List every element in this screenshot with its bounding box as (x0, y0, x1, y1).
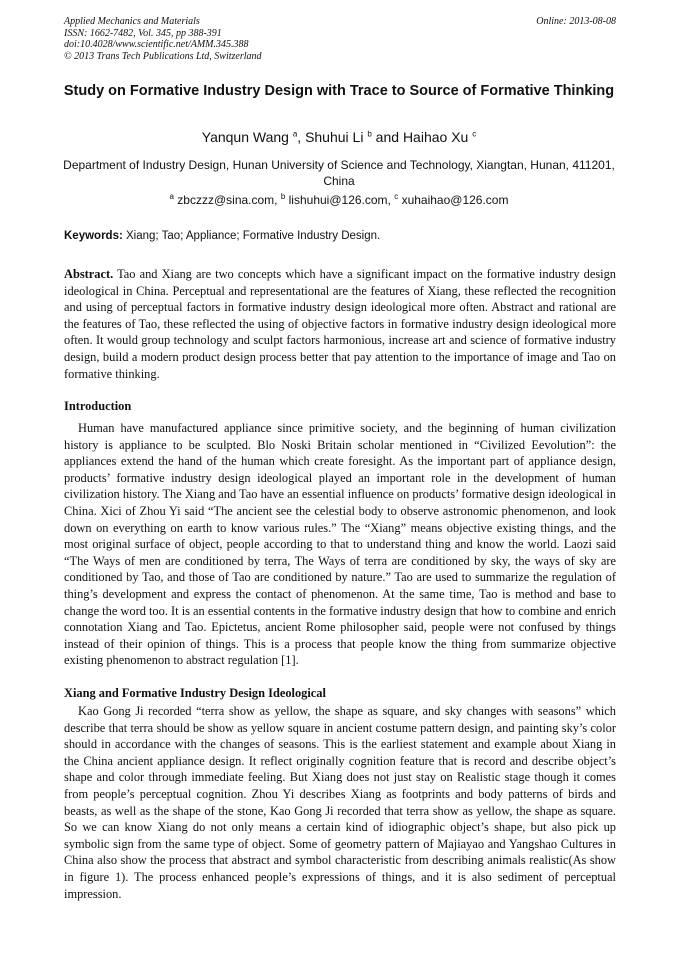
online-date: Online: 2013-08-08 (536, 16, 616, 27)
abstract (64, 266, 616, 382)
journal-header (64, 16, 616, 62)
keywords-label: Keywords: (64, 230, 123, 242)
journal-issn: ISSN: 1662-7482, Vol. 345, pp 388-391 (64, 27, 222, 39)
xiang-paragraph: Kao Gong Ji recorded “terra show as yellow, the shape as square, and sky changes with seasons” which describe that terra should be show as yellow square in ancient costume pattern design, and painting sky’s color should in accordance with the changes of seasons. This is the earliest statement and example about Xiang in the China ancient appliance design. It reflect originally cognition feature that is record and describe object’s shape and color through immediate feeling. But Xiang does not just stay on Realistic stage though it comes from people’s perceptual cognition. Zhou Yi describes Xiang as footprints and body patterns of birds and beasts, as well as the shape of the stone, Kao Gong Ji recorded that terra show as yellow, the shape as square. So we can know Xiang do not only means a certain kind of idiographic object’s shape, but also pick up symbolic sign from the same type of object. Some of geometry pattern of Majiayao and Yangshao Cultures in China also show the process that abstract and symbol characteristic from describing animals realistic(As show in figure 1). The process enhanced people’s expressions of things, and it is also sediment of perceptual impression. (64, 704, 616, 901)
section-heading-introduction: Introduction (64, 399, 132, 413)
journal-name: Applied Mechanics and Materials (64, 16, 200, 27)
author-sup: b (367, 129, 372, 139)
email-sup: b (280, 192, 286, 201)
abstract-label: Abstract. (64, 267, 114, 281)
email-sup: a (169, 192, 174, 201)
section-heading-xiang: Xiang and Formative Industry Design Ideological (64, 686, 326, 700)
email-link[interactable]: lishuhui@126.com (288, 193, 388, 207)
author-name: Shuhui Li (305, 129, 364, 145)
keywords (64, 229, 616, 244)
author-name: Yanqun Wang (201, 129, 289, 145)
journal-copyright: © 2013 Trans Tech Publications Ltd, Switzerland (64, 50, 262, 62)
paper-title: Study on Formative Industry Design with Trace to Source of Formative Thinking (63, 83, 615, 99)
author-list (60, 128, 618, 146)
email-separator: , (387, 193, 395, 207)
affiliation: Department of Industry Design, Hunan University of Science and Technology, Xiangtan, Hunan, 411201, China (63, 158, 615, 188)
email-link[interactable]: zbczzz@sina.com (177, 193, 275, 207)
author-name: Haihao Xu (402, 129, 469, 145)
email-list (60, 192, 618, 208)
author-separator: and (371, 129, 403, 145)
keywords-text: Xiang; Tao; Appliance; Formative Industry Design. (122, 230, 381, 242)
introduction-paragraph: Human have manufactured appliance since primitive society, and the beginning of human civilization history is appliance to be sculpted. Blo Noski Britain scholar mentioned in “Civilized Eevolution”: the appliances extend the hand of the human which create foresight. As the important part of appliance design, products’ formative industry design ideological played an important role in the development of human civilization history. The Xiang and Tao have an essential influence on products’ formative design ideological in China. Xici of Zhou Yi said “The ancient see the celestial body to observe astronomic phenomenon, and look down on everything on earth to know various rules.” The “Xiang” means objective existing things, and the most original surface of object, people according to that to understand thing and know the world. Laozi said “The Ways of men are conditioned by terra, The Ways of terra are conditioned by sky, the ways of sky are conditioned by Tao, and those of Tao are conditioned by nature.” Tao are used to summarize the regulation of thing’s development and express the contact of phenomenon. At the same time, Tao is method and base to change the word too. It is an essential contents in the formative industry design that how to combine and enrich connotation Xiang and Tao. Epictetus, ancient Rome philosopher said, people were not confused by things instead of their opinion of things. This is a process that people know the thing from summarize objective existing phenomenon to abstract regulation [1]. (64, 421, 616, 668)
author-sup: c (472, 129, 477, 139)
abstract-text: Tao and Xiang are two concepts which have a significant impact on the formative industry design ideological in China. Perceptual and representational are the features of Xiang, these reflected the recognition and using of perceptual factors in formative industry design ideological more often. Abstract and rational are the features of Tao, these reflected the using of objective factors in formative industry design ideological more often. It would group technology and sculpt factors harmonious, increase art and science of formative industry design, build a modern product design process better that pay attention to the importance of image and Tao on formative thinking. (64, 267, 616, 381)
author-separator: , (297, 129, 306, 145)
email-separator: , (274, 193, 281, 207)
journal-doi: doi:10.4028/www.scientific.net/AMM.345.388 (64, 39, 249, 50)
email-sup: c (394, 192, 399, 201)
author-sup: a (292, 129, 298, 139)
email-link[interactable]: xuhaihao@126.com (401, 193, 509, 207)
